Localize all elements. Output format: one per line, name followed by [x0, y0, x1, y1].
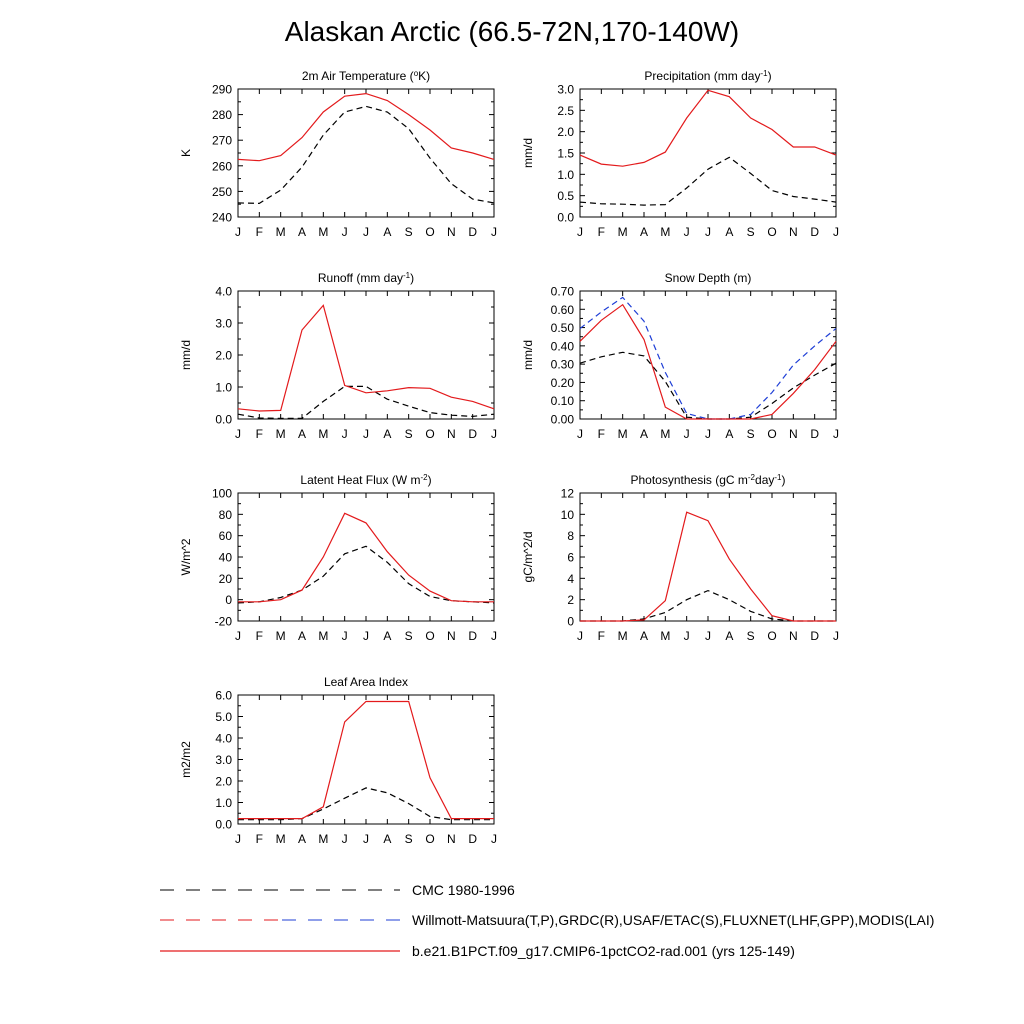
- panel-title: [300, 473, 431, 488]
- xtick-label: J: [491, 832, 497, 846]
- xtick-label: M: [318, 427, 329, 441]
- xtick-label: J: [363, 427, 369, 441]
- xtick-label: J: [705, 629, 711, 643]
- y-axis-label: gC/m^2/d: [521, 531, 535, 583]
- ytick-label: 2.0: [215, 774, 232, 789]
- ytick-label: 60: [218, 529, 232, 544]
- ytick-label: 40: [218, 550, 232, 565]
- xtick-label: N: [788, 427, 798, 441]
- axes-frame: [238, 291, 494, 419]
- xtick-label: O: [425, 832, 435, 846]
- ytick-label: 0.50: [550, 321, 574, 336]
- xtick-label: J: [341, 629, 348, 643]
- xtick-label: M: [275, 629, 286, 643]
- xtick-label: J: [577, 225, 583, 239]
- series-line-solid-red: [238, 94, 494, 161]
- xtick-label: S: [404, 225, 413, 239]
- y-axis-label: mm/d: [521, 340, 535, 370]
- ytick-label: 4.0: [215, 284, 232, 299]
- xtick-label: A: [725, 225, 734, 239]
- legend-entry: [160, 943, 795, 959]
- panel-2: [521, 69, 839, 240]
- panel-title: [318, 271, 414, 286]
- xtick-label: A: [725, 629, 734, 643]
- xtick-label: J: [235, 225, 241, 239]
- ytick-label: 0.60: [550, 302, 574, 317]
- ytick-label: 3.0: [557, 82, 574, 97]
- xtick-label: J: [683, 225, 690, 239]
- panel-title: [665, 271, 752, 285]
- ytick-label: 280: [211, 108, 232, 123]
- xtick-label: F: [255, 629, 264, 643]
- axes-frame: [580, 493, 836, 621]
- y-axis-label: mm/d: [521, 138, 535, 168]
- axes-frame: [238, 695, 494, 824]
- xtick-label: J: [577, 427, 583, 441]
- panel-title: [631, 473, 786, 488]
- ytick-label: 1.0: [557, 167, 574, 182]
- axes-frame: [238, 493, 494, 621]
- ytick-label: 0.00: [550, 412, 574, 427]
- axes-frame: [580, 89, 836, 217]
- series-line-solid-red: [580, 90, 836, 166]
- series-line-dash-black: [238, 546, 494, 603]
- series-line-dash-black: [238, 788, 494, 820]
- ytick-label: 240: [211, 210, 232, 225]
- xtick-label: F: [597, 225, 606, 239]
- ytick-label: 4.0: [215, 731, 232, 746]
- title-text: Snow Depth (m): [664, 271, 752, 285]
- panel-1: [179, 69, 497, 240]
- title-text: ): [767, 69, 772, 83]
- xtick-label: D: [810, 427, 820, 441]
- title-text: Leaf Area Index: [323, 675, 409, 689]
- xtick-label: A: [725, 427, 734, 441]
- series-line-solid-red: [580, 512, 836, 621]
- xtick-label: M: [318, 629, 329, 643]
- ytick-label: 0: [567, 614, 574, 629]
- xtick-label: N: [788, 225, 798, 239]
- legend: [160, 882, 934, 959]
- ytick-label: 1.0: [215, 796, 232, 810]
- ytick-label: 0.10: [550, 394, 574, 409]
- ytick-label: 250: [211, 184, 232, 199]
- xtick-label: F: [255, 832, 264, 846]
- xtick-label: M: [318, 832, 329, 846]
- xtick-label: A: [383, 629, 392, 643]
- xtick-label: M: [660, 629, 671, 643]
- title-text: Precipitation (mm day: [644, 69, 761, 83]
- xtick-label: S: [404, 427, 413, 441]
- xtick-label: M: [617, 225, 628, 239]
- xtick-label: F: [597, 427, 606, 441]
- panel-title: [644, 69, 771, 84]
- xtick-label: F: [255, 225, 264, 239]
- ytick-label: 0: [225, 593, 232, 608]
- xtick-label: J: [341, 225, 348, 239]
- series-line-solid-red: [238, 513, 494, 602]
- xtick-label: A: [297, 427, 307, 441]
- ytick-label: 0.0: [557, 210, 574, 225]
- panel-5: [179, 473, 497, 644]
- xtick-label: J: [235, 832, 241, 846]
- xtick-label: J: [363, 832, 369, 846]
- ytick-label: 0.20: [550, 375, 574, 390]
- xtick-label: J: [833, 629, 839, 643]
- series-line-dash-black: [580, 157, 836, 205]
- ytick-label: 0.70: [550, 284, 574, 299]
- ytick-label: 6.0: [215, 688, 232, 703]
- xtick-label: J: [833, 427, 839, 441]
- xtick-label: O: [425, 225, 435, 239]
- ytick-label: 10: [560, 507, 574, 522]
- ytick-label: 290: [211, 82, 232, 97]
- ytick-label: 270: [211, 133, 232, 148]
- ytick-label: 2.5: [557, 103, 574, 118]
- axes-frame: [238, 89, 494, 217]
- panel-4: [521, 271, 839, 441]
- xtick-label: A: [639, 427, 649, 441]
- xtick-label: J: [235, 427, 241, 441]
- ytick-label: 3.0: [215, 753, 232, 767]
- xtick-label: D: [468, 629, 478, 643]
- xtick-label: J: [683, 629, 690, 643]
- ytick-label: 1.0: [215, 380, 232, 395]
- xtick-label: M: [617, 629, 628, 643]
- ytick-label: 6: [567, 550, 574, 565]
- ytick-label: 4: [567, 571, 574, 586]
- xtick-label: F: [597, 629, 606, 643]
- ytick-label: 0.40: [550, 339, 574, 354]
- ytick-label: 5.0: [215, 710, 232, 724]
- xtick-label: M: [275, 225, 286, 239]
- xtick-label: S: [746, 427, 755, 441]
- xtick-label: J: [683, 427, 690, 441]
- legend-entry: [160, 882, 515, 898]
- legend-label: CMC 1980-1996: [412, 882, 515, 898]
- xtick-label: J: [705, 225, 711, 239]
- figure-title: Alaskan Arctic (66.5-72N,170-140W): [284, 16, 740, 47]
- xtick-label: J: [577, 629, 583, 643]
- title-text: day: [755, 473, 775, 487]
- ytick-label: 2.0: [557, 125, 574, 140]
- legend-entry: [160, 912, 934, 928]
- xtick-label: J: [833, 225, 839, 239]
- title-superscript: o: [413, 68, 419, 78]
- legend-label: b.e21.B1PCT.f09_g17.CMIP6-1pctCO2-rad.001 (yrs 125-149): [412, 943, 795, 959]
- y-axis-label: K: [179, 148, 193, 158]
- xtick-label: D: [810, 629, 820, 643]
- title-text: Runoff (mm day: [317, 271, 404, 285]
- y-axis-label: m2/m2: [179, 741, 193, 778]
- xtick-label: O: [767, 225, 777, 239]
- ytick-label: -20: [214, 614, 232, 629]
- title-text: ): [427, 473, 432, 487]
- xtick-label: D: [468, 832, 478, 846]
- title-text: ): [781, 473, 786, 487]
- axes-frame: [580, 291, 836, 419]
- xtick-label: J: [341, 427, 348, 441]
- series-line-dash-black: [238, 386, 494, 418]
- title-superscript: -1: [774, 472, 782, 482]
- xtick-label: J: [341, 832, 348, 846]
- ytick-label: 100: [211, 486, 232, 501]
- xtick-label: M: [617, 427, 628, 441]
- xtick-label: M: [318, 225, 329, 239]
- xtick-label: J: [363, 629, 369, 643]
- title-text: ): [410, 271, 415, 285]
- legend-label: Willmott-Matsuura(T,P),GRDC(R),USAF/ETAC(S),FLUXNET(LHF,GPP),MODIS(LAI): [412, 912, 935, 928]
- xtick-label: F: [255, 427, 264, 441]
- xtick-label: N: [788, 629, 798, 643]
- ytick-label: 2: [567, 593, 574, 608]
- xtick-label: S: [404, 832, 413, 846]
- ytick-label: 20: [218, 571, 232, 586]
- ytick-label: 1.5: [557, 146, 574, 161]
- series-line-solid-red: [238, 305, 494, 411]
- xtick-label: J: [235, 629, 241, 643]
- xtick-label: O: [767, 427, 777, 441]
- xtick-label: A: [297, 225, 307, 239]
- panel-title: [302, 69, 430, 84]
- ytick-label: 8: [567, 529, 574, 544]
- xtick-label: J: [491, 225, 497, 239]
- xtick-label: N: [446, 832, 456, 846]
- ytick-label: 0.0: [215, 817, 232, 832]
- xtick-label: M: [660, 427, 671, 441]
- title-text: Photosynthesis (gC m: [630, 473, 748, 487]
- series-line-dash-blue: [580, 297, 836, 419]
- panel-7: [179, 675, 497, 846]
- xtick-label: J: [705, 427, 711, 441]
- panel-title: [324, 675, 408, 689]
- xtick-label: D: [468, 427, 478, 441]
- title-text: K): [418, 69, 431, 83]
- xtick-label: A: [383, 225, 392, 239]
- title-superscript: -1: [760, 68, 768, 78]
- ytick-label: 260: [211, 159, 232, 174]
- ytick-label: 0.0: [215, 412, 232, 427]
- ytick-label: 0.30: [550, 357, 574, 372]
- xtick-label: O: [425, 427, 435, 441]
- xtick-label: S: [746, 629, 755, 643]
- xtick-label: N: [446, 225, 456, 239]
- xtick-label: A: [297, 832, 307, 846]
- xtick-label: D: [810, 225, 820, 239]
- xtick-label: M: [660, 225, 671, 239]
- xtick-label: O: [425, 629, 435, 643]
- xtick-label: N: [446, 629, 456, 643]
- xtick-label: N: [446, 427, 456, 441]
- series-line-dash-black: [238, 106, 494, 203]
- ytick-label: 0.5: [557, 189, 574, 204]
- title-superscript: -1: [403, 270, 411, 280]
- xtick-label: O: [767, 629, 777, 643]
- ytick-label: 80: [218, 507, 232, 522]
- xtick-label: M: [275, 427, 286, 441]
- xtick-label: A: [639, 225, 649, 239]
- xtick-label: A: [383, 427, 392, 441]
- title-superscript: -2: [420, 472, 428, 482]
- ytick-label: 2.0: [215, 348, 232, 363]
- xtick-label: J: [491, 427, 497, 441]
- panel-3: [179, 271, 497, 442]
- xtick-label: M: [275, 832, 286, 846]
- xtick-label: J: [491, 629, 497, 643]
- ytick-label: 3.0: [215, 316, 232, 331]
- title-text: 2m Air Temperature (: [301, 69, 414, 83]
- xtick-label: A: [639, 629, 649, 643]
- xtick-label: J: [363, 225, 369, 239]
- xtick-label: A: [383, 832, 392, 846]
- title-superscript: -2: [747, 472, 756, 482]
- panel-6: [521, 473, 839, 644]
- ytick-label: 12: [560, 486, 574, 501]
- series-line-dash-black: [580, 352, 836, 419]
- xtick-label: A: [297, 629, 307, 643]
- y-axis-label: mm/d: [179, 340, 193, 370]
- y-axis-label: W/m^2: [179, 538, 193, 576]
- xtick-label: D: [468, 225, 478, 239]
- series-line-solid-red: [238, 702, 494, 819]
- title-text: Latent Heat Flux (W m: [300, 473, 421, 487]
- xtick-label: S: [746, 225, 755, 239]
- xtick-label: S: [404, 629, 413, 643]
